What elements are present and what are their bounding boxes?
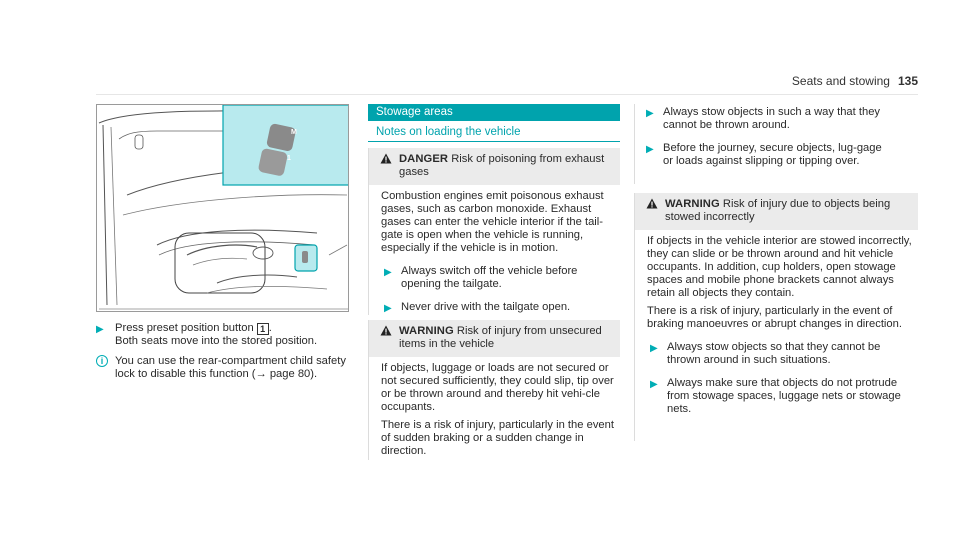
step-arrow-icon: ▶ [646, 144, 654, 155]
warning-triangle-icon [646, 198, 658, 209]
warning-box-stowed-incorrectly [634, 193, 918, 441]
stow-step-2-text: Before the journey, secure objects, lug-gage or loads against slipping or tipping over. [663, 142, 882, 167]
warning-body-2: There is a risk of injury, particularly in the event of sudden braking or a sudden change in direction. [381, 419, 614, 457]
danger-step-1 [381, 265, 614, 291]
info-icon: i [96, 355, 108, 367]
danger-step-1-text: Always switch off the vehicle before opening the tailgate. [401, 265, 578, 290]
stow-step-1-text: Always stow objects in such a way that they cannot be thrown around. [663, 106, 881, 131]
step-result-text: Both seats move into the stored position. [115, 335, 318, 347]
danger-box [368, 148, 620, 315]
warning-heading: Risk of injury due to objects being stowed incorrectly [665, 198, 891, 223]
stowing-steps [634, 104, 890, 184]
warning-step-1-text: Always stow objects so that they cannot be thrown around in such situations. [667, 341, 881, 366]
preset-button-label: 1 [287, 155, 291, 162]
step-arrow-icon: ▶ [384, 267, 392, 278]
header-rule [96, 94, 918, 95]
danger-body: Combustion engines emit poisonous exhaust gases, such as carbon monoxide. Exhaust gases can enter the vehicle interior if the tail-gate is open when the vehicle is running, especially if the vehicle is in motion. [381, 190, 604, 254]
warning-box-unsecured-items [368, 320, 620, 460]
step-arrow-icon: ▶ [650, 379, 658, 390]
running-header [792, 74, 918, 88]
stow-step-1 [643, 106, 890, 132]
warning-label: WARNING [399, 325, 454, 337]
step-arrow-icon: ▶ [646, 108, 654, 119]
preset-position-step [96, 322, 356, 348]
subsection-title: Notes on loading the vehicle [368, 125, 620, 142]
warning-label: WARNING [665, 198, 720, 210]
warning-step-2-text: Always make sure that objects do not protrude from stowage spaces, luggage nets or stowage nets. [667, 377, 901, 415]
step-arrow-icon: ▶ [384, 303, 392, 314]
warning-body-2: There is a risk of injury, particularly in the event of braking manoeuvres or abrupt changes in direction. [647, 305, 902, 330]
warning-body-1: If objects in the vehicle interior are stowed incorrectly, they can slide or be thrown around and hit vehicle occupants. In addition, cup holders, open stowage spaces and mobile phone brackets cannot always retain all objects they contain. [647, 235, 912, 299]
memory-button-label: M [291, 129, 297, 136]
danger-label: DANGER [399, 153, 449, 165]
step-text-end: . [268, 322, 272, 334]
page-number: 135 [897, 74, 918, 88]
door-panel-illustration [96, 104, 349, 312]
warning-triangle-icon [380, 153, 392, 164]
danger-box-header [369, 148, 620, 185]
warning-box-header [635, 193, 918, 230]
preset-key-icon: 1 [257, 323, 269, 335]
header-section-title: Seats and stowing [791, 74, 890, 88]
warning-heading: Risk of injury from unsecured items in the vehicle [399, 325, 602, 350]
step-arrow-icon: ▶ [96, 324, 104, 335]
door-panel-drawing [97, 105, 349, 312]
stow-step-2 [643, 142, 890, 168]
note-text: You can use the rear-compartment child safety lock to disable this function (→ page 80). [115, 355, 346, 380]
danger-heading: Risk of poisoning from exhaust gases [399, 153, 605, 178]
warning-body-1: If objects, luggage or loads are not secured or not secured sufficiently, they could slip, tip over or be thrown around and thereby hit vehi-cle occupants. [381, 362, 614, 413]
section-title-bar: Stowage areas [368, 104, 620, 121]
danger-step-2 [381, 301, 614, 314]
warning-triangle-icon [380, 325, 392, 336]
warning-step-1 [647, 341, 912, 367]
warning-box-header [369, 320, 620, 357]
step-arrow-icon: ▶ [650, 343, 658, 354]
step-text: Press preset position button [115, 322, 254, 334]
note-block [96, 355, 356, 381]
warning-step-2 [647, 377, 912, 416]
danger-step-2-text: Never drive with the tailgate open. [401, 301, 571, 313]
